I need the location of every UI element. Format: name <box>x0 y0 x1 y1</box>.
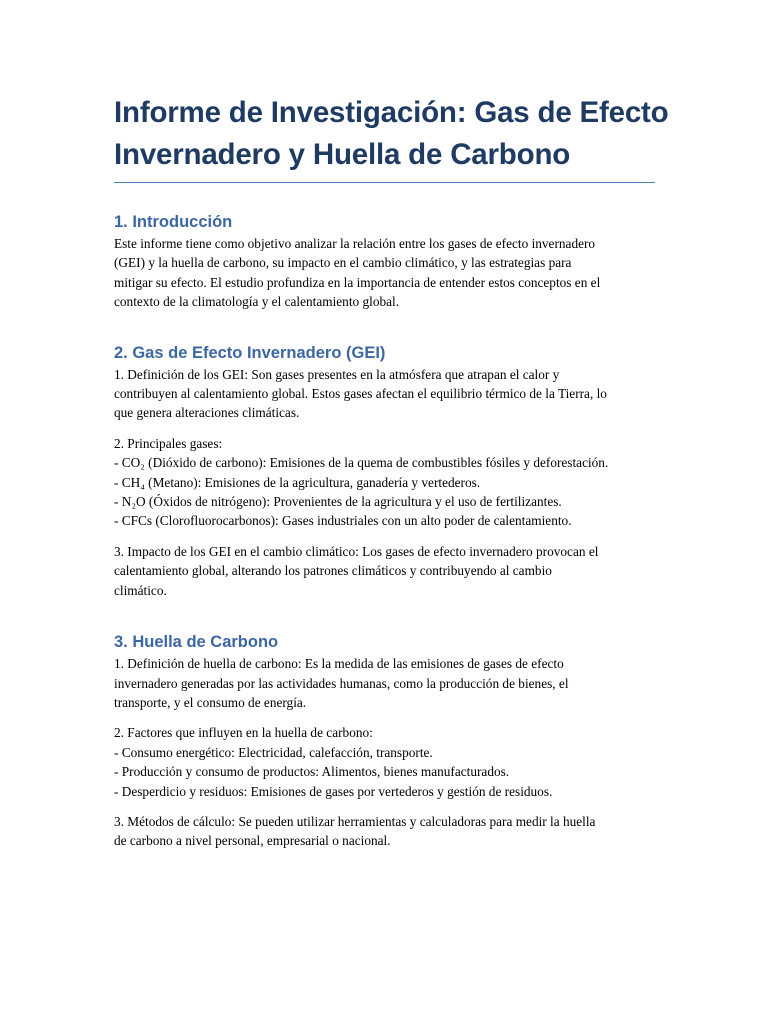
document-page <box>114 92 669 851</box>
text-line: contexto de la climatología y el calentamiento global. <box>114 294 400 310</box>
title-line: Informe de Investigación: Gas de Efecto <box>114 96 669 129</box>
text-line: 1. Definición de los GEI: Son gases presentes en la atmósfera que atrapan el calor y <box>114 366 560 382</box>
list-item: - Consumo energético: Electricidad, calefacción, transporte. <box>114 744 433 760</box>
paragraph-definicion-gei <box>114 365 655 423</box>
text-line: Este informe tiene como objetivo analizar la relación entre los gases de efecto invernadero <box>114 236 596 251</box>
text-line: de carbono a nivel personal, empresarial o nacional. <box>114 833 391 849</box>
list-item: - CO₂ (Dióxido de carbono): Emisiones de la quema de combustibles fósiles y deforestación. <box>114 455 609 471</box>
list-item: - N₂O (Óxidos de nitrógeno): Provenientes de la agricultura y el uso de fertilizantes. <box>114 494 562 510</box>
text-line: 2. Factores que influyen en la huella de carbono: <box>114 725 373 741</box>
text-line: 3. Métodos de cálculo: Se pueden utilizar herramientas y calculadoras para medir la huella <box>114 813 596 829</box>
text-line: calentamiento global, alterando los patrones climáticos y contribuyendo al cambio <box>114 563 552 579</box>
text-line: mitigar su efecto. El estudio profundiza en la importancia de entender estos conceptos en el <box>114 274 601 290</box>
paragraph-definicion-huella <box>114 654 655 712</box>
text-line: climático. <box>114 582 167 598</box>
list-item: - Producción y consumo de productos: Alimentos, bienes manufacturados. <box>114 764 510 780</box>
text-line: contribuyen al calentamiento global. Estos gases afectan el equilibrio térmico de la Tierra, lo <box>114 386 607 402</box>
list-item: - Desperdicio y residuos: Emisiones de gases por vertederos y gestión de residuos. <box>114 783 553 799</box>
paragraph-impacto-gei <box>114 542 655 600</box>
text-line: 2. Principales gases: <box>114 435 223 451</box>
text-line: (GEI) y la huella de carbono, su impacto en el cambio climático, y las estrategias para <box>114 255 572 271</box>
section-heading-gei: 2. Gas de Efecto Invernadero (GEI) <box>114 343 386 362</box>
text-line: 3. Impacto de los GEI en el cambio climático: Los gases de efecto invernadero provocan el <box>114 543 599 559</box>
text-line: invernadero generadas por las actividades humanas, como la producción de bienes, el <box>114 675 569 691</box>
section-heading-introduccion: 1. Introducción <box>114 213 233 231</box>
text-line: transporte, y el consumo de energía. <box>114 694 307 710</box>
list-item: - CFCs (Clorofluorocarbonos): Gases industriales con un alto poder de calentamiento. <box>114 513 572 529</box>
list-item: - CH₄ (Metano): Emisiones de la agricultura, ganadería y vertederos. <box>114 474 481 490</box>
paragraph-factores <box>114 723 655 801</box>
document-title <box>114 92 669 183</box>
text-line: que genera alteraciones climáticas. <box>114 405 300 421</box>
paragraph-principales-gases <box>114 434 655 531</box>
title-line: Invernadero y Huella de Carbono <box>114 138 571 171</box>
paragraph-metodos-calculo <box>114 812 655 851</box>
text-line: 1. Definición de huella de carbono: Es la medida de las emisiones de gases de efecto <box>114 656 564 672</box>
section-heading-huella-carbono: 3. Huella de Carbono <box>114 633 279 652</box>
paragraph-introduccion <box>114 234 655 312</box>
